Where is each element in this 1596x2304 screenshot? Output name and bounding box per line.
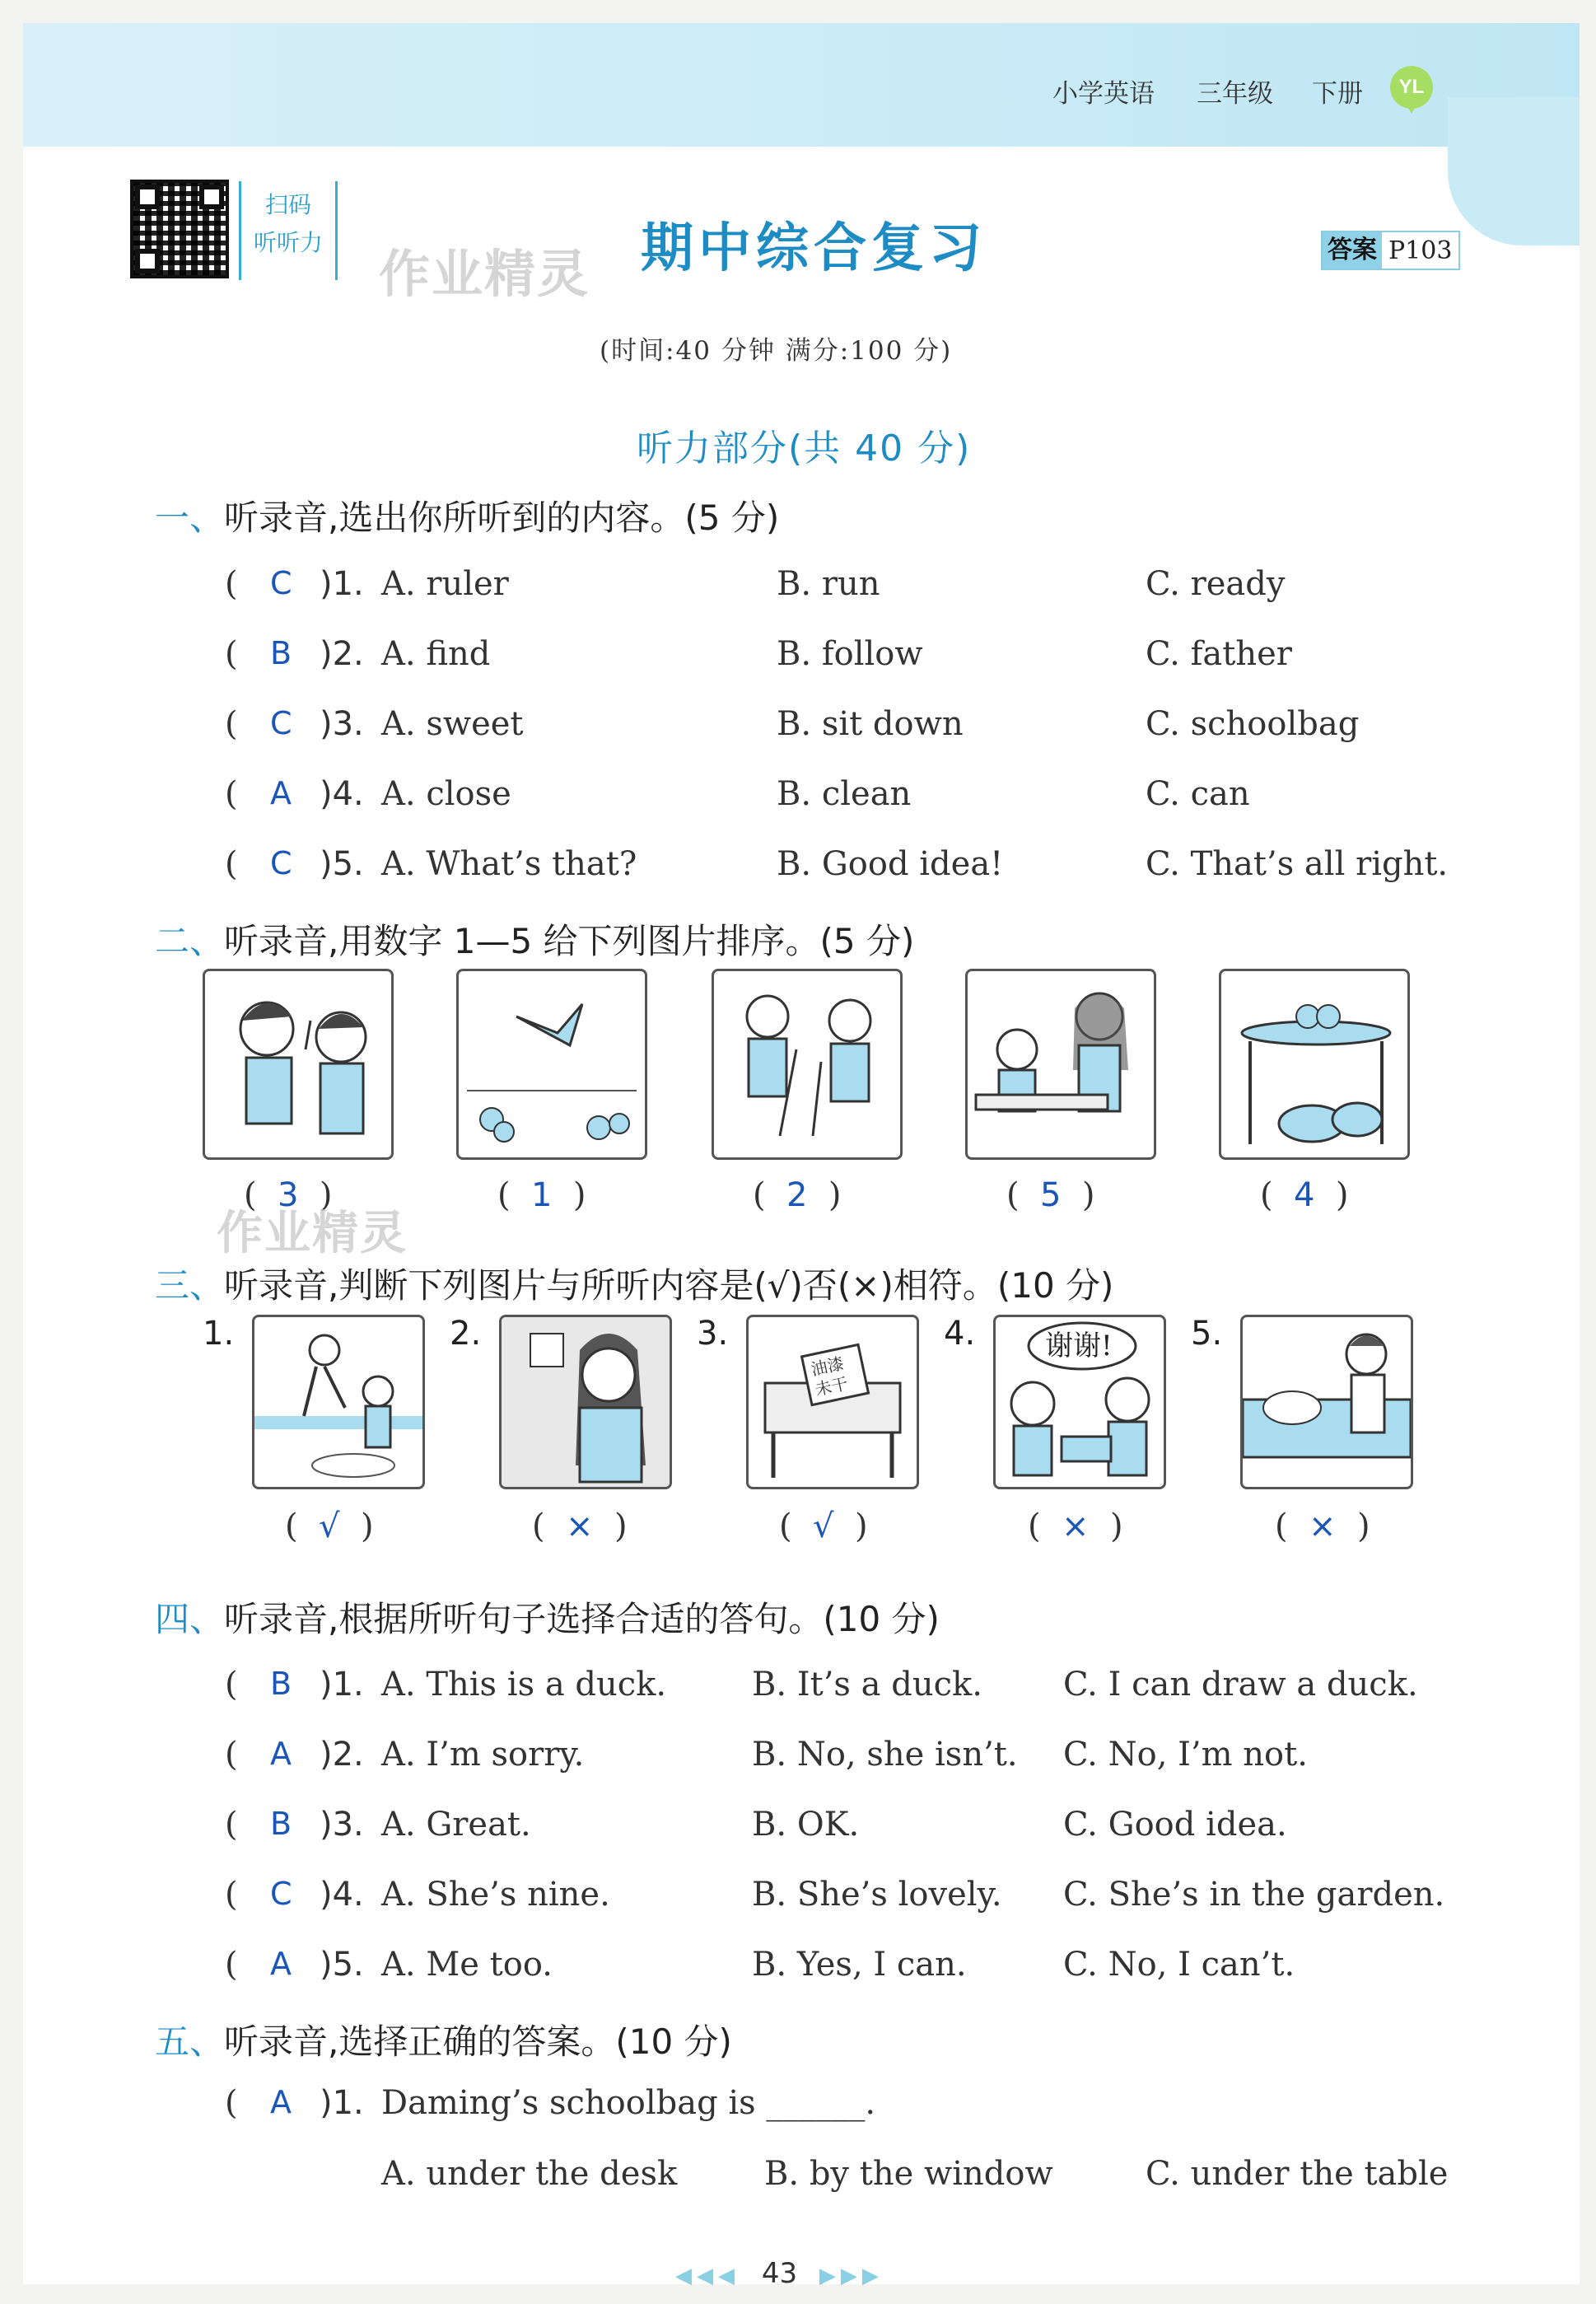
pic-label-4: 4. <box>944 1315 976 1353</box>
option-b: B. OK. <box>752 1806 860 1844</box>
pic-label-1: 1. <box>203 1315 235 1353</box>
option-a: A. Me too. <box>381 1946 553 1984</box>
question-number: )4. <box>320 775 364 813</box>
option-c: C. Good idea. <box>1063 1806 1287 1844</box>
option-c: C. can <box>1146 775 1250 813</box>
qr-code-icon[interactable] <box>130 180 229 278</box>
yl-badge-icon: YL <box>1390 66 1433 109</box>
picture-girl-making-bed <box>1240 1315 1413 1489</box>
time-info: (时间:40 分钟 满分:100 分) <box>600 336 953 366</box>
scan-label <box>239 181 338 280</box>
order-answer-value: 3 <box>278 1176 299 1214</box>
question-number: )5. <box>320 845 364 883</box>
section4-title: 听录音,根据所听句子选择合适的答句。(10 分) <box>224 1599 940 1639</box>
answer-choice: C <box>270 565 292 601</box>
section2-heading <box>155 914 914 964</box>
header-grade: 三年级 <box>1197 79 1273 109</box>
option-c: C. father <box>1146 635 1292 673</box>
answer-choice: C <box>270 845 292 881</box>
answer-choice: B <box>270 1806 292 1842</box>
open-paren: ( <box>225 705 238 743</box>
option-a: A. Great. <box>381 1806 531 1844</box>
order-answer-5: ( 4 ) <box>1260 1176 1349 1214</box>
page-footer <box>675 2257 884 2290</box>
option-c: C. She’s in the garden. <box>1063 1876 1445 1914</box>
order-answer-value: 1 <box>531 1176 553 1214</box>
option-b: B. No, she isn’t. <box>752 1736 1018 1774</box>
open-paren: ( <box>225 1946 238 1984</box>
answer-reference <box>1321 231 1460 270</box>
judge-answer-1: ( √ ) <box>285 1507 374 1545</box>
question-number: )4. <box>320 1876 364 1914</box>
order-answer-1: ( 3 ) <box>244 1176 333 1214</box>
picture-boys-sweeping <box>712 969 903 1160</box>
pic-label-2: 2. <box>450 1315 482 1353</box>
open-paren: ( <box>225 845 238 883</box>
svg-text:油漆: 油漆 <box>809 1353 846 1380</box>
option-a: A. under the desk <box>381 2155 678 2193</box>
header-subject: 小学英语 <box>1052 79 1155 109</box>
option-c: C. That’s all right. <box>1146 845 1449 883</box>
watermark: 作业精灵 <box>379 244 590 304</box>
section5-heading <box>155 2015 732 2064</box>
option-a: A. close <box>381 775 511 813</box>
picture-birthday-cake <box>993 1315 1166 1489</box>
open-paren: ( <box>225 775 238 813</box>
section4-num: 四、 <box>155 1599 225 1639</box>
section5-title: 听录音,选择正确的答案。(10 分) <box>224 2021 732 2062</box>
page-title: 期中综合复习 <box>641 218 987 279</box>
picture-wet-paint-bench <box>746 1315 919 1489</box>
picture-girl-boy-desk <box>965 969 1156 1160</box>
order-answer-value: 4 <box>1294 1176 1315 1214</box>
option-b: B. She’s lovely. <box>752 1876 1002 1914</box>
section1-heading <box>155 491 779 540</box>
option-a: A. find <box>381 635 491 673</box>
pic-label-5: 5. <box>1191 1315 1223 1353</box>
header-volume: 下册 <box>1312 79 1363 109</box>
question-stem: Daming’s schoolbag is ______. <box>381 2084 876 2122</box>
judge-answer-5: ( × ) <box>1275 1507 1370 1545</box>
pic-label-3: 3. <box>697 1315 729 1353</box>
judge-answer-value: √ <box>319 1507 340 1545</box>
question-number: )1. <box>320 1666 364 1703</box>
judge-answer-value: × <box>566 1507 594 1545</box>
option-a: A. sweet <box>381 705 524 743</box>
section3-title: 听录音,判断下列图片与所听内容是(√)否(×)相符。(10 分) <box>224 1265 1114 1306</box>
open-paren: ( <box>225 1666 238 1703</box>
judge-answer-3: ( √ ) <box>779 1507 868 1545</box>
section4-heading <box>155 1592 940 1642</box>
option-b: B. follow <box>777 635 923 673</box>
section5-num: 五、 <box>155 2021 225 2062</box>
section2-title: 听录音,用数字 1—5 给下列图片排序。(5 分) <box>224 921 915 961</box>
open-paren: ( <box>225 565 238 603</box>
answer-choice: B <box>270 1666 292 1702</box>
order-answer-value: 2 <box>786 1176 808 1214</box>
answer-choice: A <box>270 2084 292 2120</box>
part-title: 听力部分(共 40 分) <box>637 428 972 470</box>
picture-cat-under-table <box>1219 969 1410 1160</box>
option-b: B. Yes, I can. <box>752 1946 967 1984</box>
open-paren: ( <box>225 1876 238 1914</box>
option-c: C. under the table <box>1146 2155 1449 2193</box>
scan-label-line2: 听听力 <box>253 229 323 256</box>
question-number: )3. <box>320 1806 364 1844</box>
option-c: C. No, I’m not. <box>1063 1736 1308 1774</box>
answer-page: P103 <box>1388 236 1453 265</box>
option-b: B. by the window <box>764 2155 1053 2193</box>
option-b: B. Good idea! <box>777 845 1004 883</box>
order-answer-3: ( 2 ) <box>753 1176 842 1214</box>
judge-answer-value: × <box>1062 1507 1090 1545</box>
judge-answer-value: × <box>1309 1507 1337 1545</box>
judge-answer-4: ( × ) <box>1028 1507 1123 1545</box>
answer-choice: C <box>270 1876 292 1912</box>
svg-text:谢谢!: 谢谢! <box>1045 1330 1113 1362</box>
open-paren: ( <box>225 1806 238 1844</box>
section3-num: 三、 <box>155 1265 225 1306</box>
option-b: B. It’s a duck. <box>752 1666 982 1703</box>
judge-answer-value: √ <box>813 1507 834 1545</box>
option-a: A. She’s nine. <box>381 1876 610 1914</box>
question-number: )2. <box>320 635 364 673</box>
prev-arrows-icon: ◀◀◀ <box>675 2264 740 2288</box>
option-a: A. I’m sorry. <box>381 1736 585 1774</box>
header-band-curve <box>1448 97 1580 245</box>
worksheet-page: 小学英语 三年级 下册 YL 扫码 听听力 作业精灵 期中综合复习 答案 P103 (时间:40 分钟 满分:100 分) 听力部分(共 40 分) 一、听录音,选出你所听到的内容。(5 分) ( C )1. A. ruler B. run C. ready ( B )2. A. find B. follow C. father ( C )3. A. sweet B. sit down C. schoolbag ( A )4. A. close B. clean C. can ( C )5. A. What’s that? B. Good idea! C. That’s all right. 二、听录音,用数字 1—5 给下列图片排序。(5 分) ( 3 ) ( 1 ) ( 2 ) ( 5 ) ( 4 ) 作业精灵 三、听录音,判断下列图片与所听内容是(√)否(×)相符。(10 分) 1. 2. 3. 油漆 未干 4. 谢谢! 5. ( √ ) ( × ) ( √ ) ( × ) ( × ) 四、听录音,根据所听句子选择合适的答句。(10 分) ( B )1. A. This is a duck. B. It’s a duck. C. I can draw a duck. ( A )2. A. I’m sorry. B. No, she isn’t. C. No, I’m not. ( B )3. A. Great. B. OK. C. Good idea. ( C )4. A. She’s nine. B. She’s lovely. C. She’s in the garden. ( A )5. A. Me too. B. Yes, I can. C. No, I can’t. 五、听录音,选择正确的答案。(10 分) ( A )1. Daming’s schoolbag is ______. A. under the desk B. by the window C. under the table <box>23 23 1580 2284</box>
option-b: B. clean <box>777 775 912 813</box>
svg-text:未干: 未干 <box>813 1373 850 1400</box>
section1-title: 听录音,选出你所听到的内容。(5 分) <box>224 498 780 538</box>
watermark: 作业精灵 <box>217 1207 408 1260</box>
section3-heading <box>155 1259 1113 1308</box>
answer-choice: B <box>270 635 292 671</box>
answer-label: 答案 <box>1323 232 1382 269</box>
option-a: A. ruler <box>381 565 509 603</box>
question-number: )3. <box>320 705 364 743</box>
option-b: B. run <box>777 565 880 603</box>
order-answer-4: ( 5 ) <box>1006 1176 1095 1214</box>
answer-choice: C <box>270 705 292 741</box>
open-paren: ( <box>225 1736 238 1774</box>
option-b: B. sit down <box>777 705 964 743</box>
option-c: C. ready <box>1146 565 1286 603</box>
question-number: )5. <box>320 1946 364 1984</box>
picture-boys-running <box>252 1315 425 1489</box>
section2-num: 二、 <box>155 921 225 961</box>
answer-choice: A <box>270 775 292 811</box>
answer-choice: A <box>270 1946 292 1982</box>
option-c: C. No, I can’t. <box>1063 1946 1295 1984</box>
order-answer-value: 5 <box>1040 1176 1062 1214</box>
option-a: A. This is a duck. <box>381 1666 667 1703</box>
picture-butterfly-flowers <box>456 969 647 1160</box>
judge-answer-2: ( × ) <box>532 1507 628 1545</box>
page-number: 43 <box>761 2257 798 2290</box>
scan-label-line1: 扫码 <box>264 191 311 218</box>
section1-num: 一、 <box>155 498 225 538</box>
option-c: C. schoolbag <box>1146 705 1360 743</box>
open-paren: ( <box>225 635 238 673</box>
answer-choice: A <box>270 1736 292 1772</box>
picture-boys-greeting <box>203 969 394 1160</box>
picture-girl-waving <box>499 1315 672 1489</box>
question-number: )2. <box>320 1736 364 1774</box>
option-c: C. I can draw a duck. <box>1063 1666 1418 1703</box>
question-number: )1. <box>320 565 364 603</box>
order-answer-2: ( 1 ) <box>497 1176 586 1214</box>
option-a: A. What’s that? <box>381 845 637 883</box>
next-arrows-icon: ▶▶▶ <box>819 2264 884 2288</box>
question-number: )1. <box>320 2084 364 2122</box>
